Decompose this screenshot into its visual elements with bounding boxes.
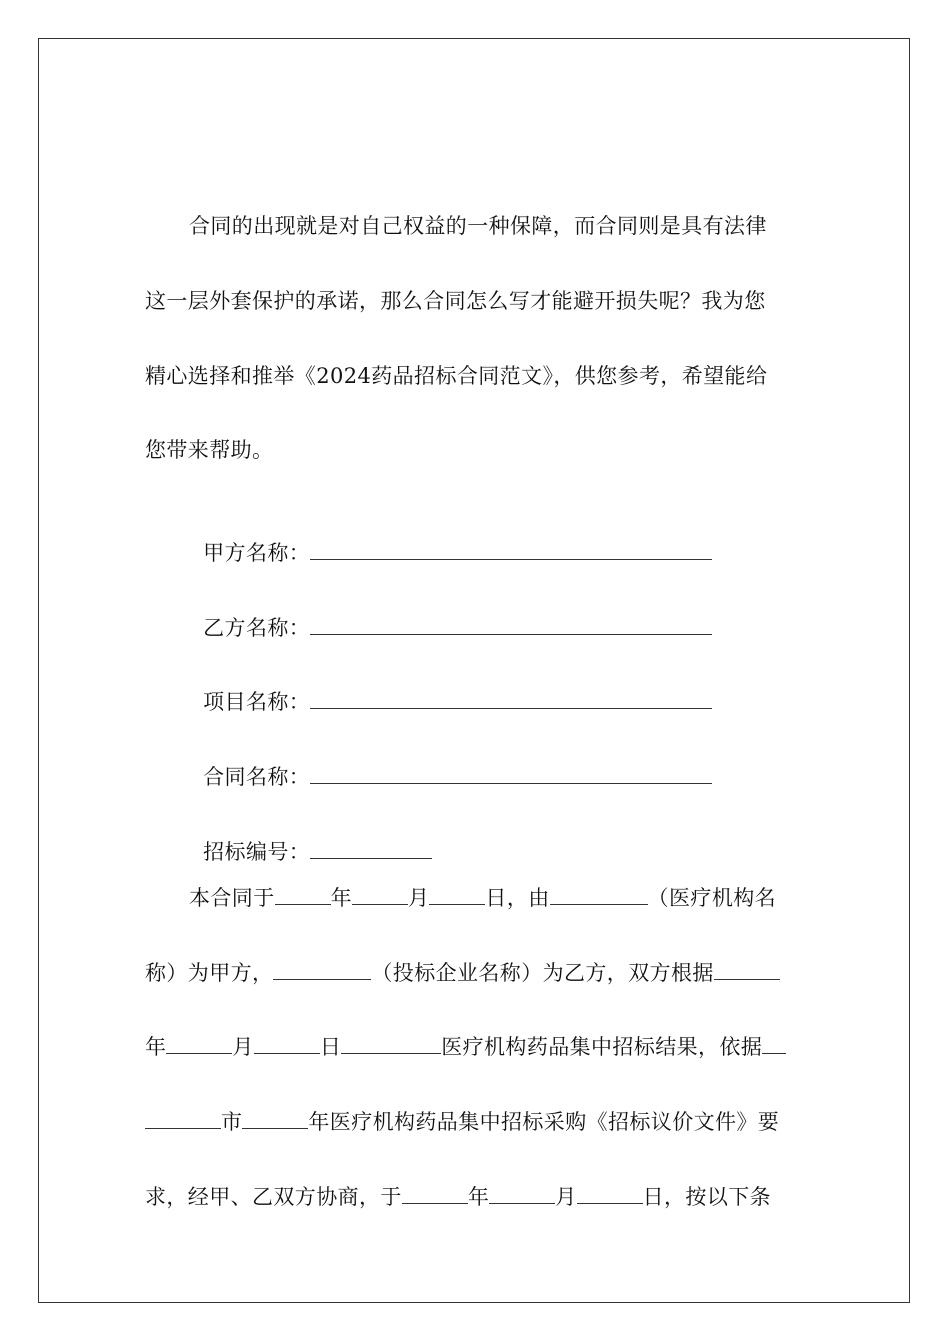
basis-day-blank[interactable]: [254, 1033, 320, 1054]
body-line-1: [189, 884, 776, 912]
body-line-4: [145, 1108, 779, 1136]
party-b-blank[interactable]: [310, 614, 712, 635]
field-party-b-label: 乙方名称：: [203, 616, 311, 640]
field-party-a: [189, 511, 712, 567]
body-l1-c: 月: [408, 886, 430, 910]
body-l5-c: 月: [555, 1185, 577, 1209]
month-blank[interactable]: [352, 884, 408, 905]
body-l2-a: 称）为甲方，: [145, 961, 274, 985]
field-party-b: [189, 586, 712, 642]
project-blank[interactable]: [310, 688, 712, 709]
city-blank[interactable]: [145, 1108, 221, 1129]
bidder-blank[interactable]: [273, 959, 371, 980]
field-contract: [189, 735, 712, 791]
body-line-5: [145, 1183, 771, 1211]
year-blank[interactable]: [275, 884, 331, 905]
institution-blank[interactable]: [341, 1033, 441, 1054]
intro-line-3: 精心选择和推举《2024药品招标合同范文》，供您参考，希望能给: [145, 364, 768, 388]
body-l5-d: 日，按以下条: [642, 1185, 772, 1209]
party-a-blank[interactable]: [310, 539, 712, 560]
body-l3-a: 年: [145, 1035, 167, 1059]
contract-blank[interactable]: [310, 763, 712, 784]
field-tender-no-label: 招标编号：: [203, 840, 311, 864]
body-l3-d: 医疗机构药品集中招标结果，依据: [441, 1035, 763, 1059]
field-project: [189, 660, 712, 716]
tender-no-blank[interactable]: [310, 838, 432, 859]
body-l3-b: 月: [232, 1035, 254, 1059]
field-tender-no: [189, 810, 432, 866]
sign-month-blank[interactable]: [489, 1183, 555, 1204]
body-l4-b: 年医疗机构药品集中招标采购《招标议价文件》要: [308, 1110, 780, 1134]
body-l1-b: 年: [330, 886, 353, 910]
intro-line-4: 您带来帮助。: [145, 438, 274, 462]
purchase-year-blank[interactable]: [242, 1108, 308, 1129]
body-l3-c: 日: [319, 1035, 342, 1059]
body-l4-a: 市: [221, 1110, 243, 1134]
sign-year-blank[interactable]: [402, 1183, 468, 1204]
field-party-a-label: 甲方名称：: [203, 541, 311, 565]
field-project-label: 项目名称：: [203, 690, 311, 714]
basis-month-blank[interactable]: [166, 1033, 232, 1054]
body-l5-a: 求，经甲、乙双方协商，于: [145, 1185, 402, 1209]
body-l1-e: （医疗机构名: [647, 886, 777, 910]
intro-line-1: 合同的出现就是对自己权益的一种保障，而合同则是具有法律: [189, 214, 767, 238]
intro-line-2: 这一层外套保护的承诺，那么合同怎么写才能避开损失呢？我为您: [145, 289, 766, 313]
body-l2-b: （投标企业名称）为乙方，双方根据: [371, 961, 714, 985]
body-line-2: [145, 959, 780, 987]
medical-institution-blank[interactable]: [550, 884, 648, 905]
body-l1-d: 日，由: [485, 886, 550, 910]
body-l5-b: 年: [467, 1185, 490, 1209]
body-line-3: [145, 1033, 786, 1061]
basis-year-blank[interactable]: [714, 959, 780, 980]
sign-day-blank[interactable]: [577, 1183, 643, 1204]
city-blank-start[interactable]: [762, 1033, 786, 1054]
day-blank[interactable]: [429, 884, 485, 905]
field-contract-label: 合同名称：: [203, 765, 311, 789]
body-l1-a: 本合同于: [189, 886, 275, 910]
